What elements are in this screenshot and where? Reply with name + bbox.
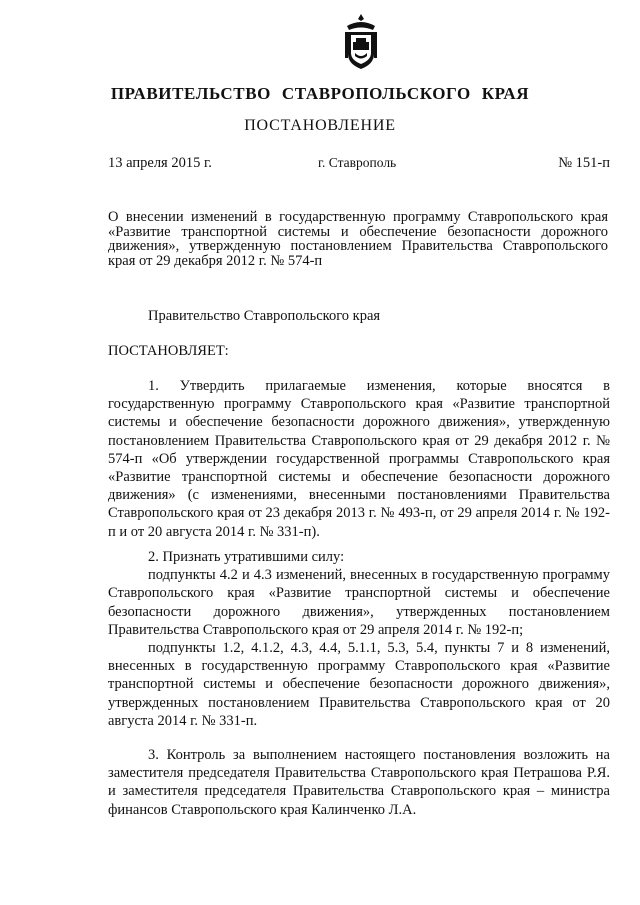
document-number: № 151-п — [558, 155, 610, 171]
paragraph-1: 1. Утвердить прилагаемые изменения, которые вносятся в государственную программу Ставропольского края «Развитие транспортной системы и обеспечение безопасности дорожного движения», утвержденную постановлением Правительства Ставропольского края от 29 декабря 2012 г. № 574-п «Об утверждении государственной программы Ставропольского края «Развитие транспортной системы и обеспечение безопасности дорожного движения» (с изменениями, внесенными постановлениями Правительства Ставропольского края от 23 декабря 2013 г. № 493-п, от 29 апреля 2014 г. № 192-п и от 20 августа 2014 г. № 331-п). — [108, 378, 610, 540]
preamble: Правительство Ставропольского края — [148, 308, 381, 324]
resolve-heading: ПОСТАНОВЛЯЕТ: — [108, 343, 229, 359]
document-subject: О внесении изменений в государственную программу Ставропольского края «Развитие транспортной системы и обеспечение безопасности дорожного движения», утвержденную постановлением Правительства Ставропольского края от 29 декабря 2012 г. № 574-п — [108, 209, 608, 269]
document-date: 13 апреля 2015 г. — [108, 155, 212, 171]
paragraph-2-item-2: подпункты 1.2, 4.1.2, 4.3, 4.4, 5.1.1, 5.3, 5.4, пункты 7 и 8 изменений, внесенных в государственную программу Ставропольского края «Развитие транспортной системы и обеспечение безопасности дорожного движения», утвержденных постановлением Правительства Ставропольского края от 20 августа 2014 г. № 331-п. — [108, 640, 610, 729]
paragraph-3: 3. Контроль за выполнением настоящего постановления возложить на заместителя председателя Правительства Ставропольского края Петрашова Р.Я. и заместителя председателя Правительства Ставропольского края – министра финансов Ставропольского края Калинченко Л.А. — [108, 747, 610, 818]
government-name: ПРАВИТЕЛЬСТВО СТАВРОПОЛЬСКОГО КРАЯ — [110, 84, 530, 103]
paragraph-2-item-1: подпункты 4.2 и 4.3 изменений, внесенных в государственную программу Ставропольского края «Развитие транспортной системы и обеспечение безопасности дорожного движения», утвержденных постановлением Правительства Ставропольского края от 29 апреля 2014 г. № 192-п; — [108, 567, 610, 638]
coat-of-arms-emblem — [341, 12, 381, 72]
paragraph-2 — [108, 548, 610, 730]
paragraph-2-heading: 2. Признать утратившими силу: — [148, 549, 345, 565]
document-type: ПОСТАНОВЛЕНИЕ — [244, 117, 396, 134]
document-city: г. Ставрополь — [318, 155, 397, 170]
